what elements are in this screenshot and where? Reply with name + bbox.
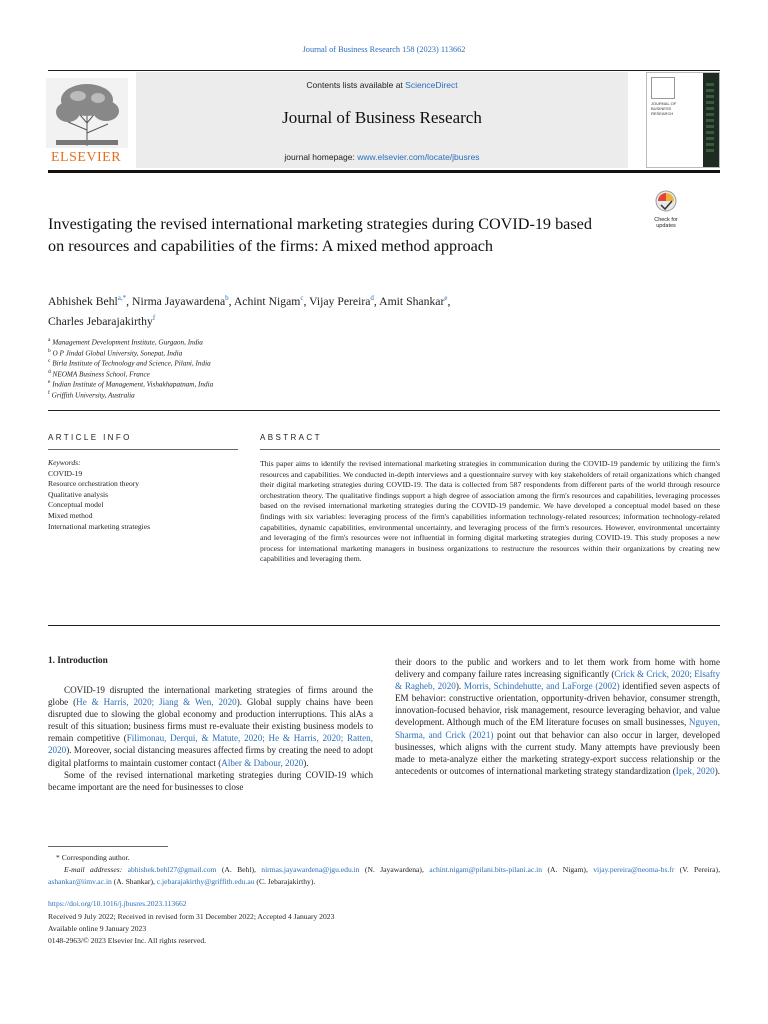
cover-title: JOURNAL OF BUSINESS RESEARCH bbox=[651, 101, 677, 116]
affiliation: $^d$ NEOMA Business School, France bbox=[48, 368, 150, 378]
corresponding-note: * Corresponding author. bbox=[56, 853, 130, 862]
author-name: Achint Nigam bbox=[233, 294, 301, 308]
received-dates: Received 9 July 2022; Received in revised form 31 December 2022; Accepted 4 January 2023 bbox=[48, 912, 335, 921]
keyword: Qualitative analysis bbox=[48, 489, 109, 499]
homepage-line: journal homepage: www.elsevier.com/locate/jbusres bbox=[284, 152, 480, 162]
abstract-bottom-rule bbox=[48, 625, 720, 626]
check-updates-icon bbox=[644, 190, 688, 212]
author-sup[interactable]: a,* bbox=[117, 294, 127, 302]
email-link[interactable]: c.jebarajakirthy@griffith.edu.au bbox=[156, 877, 255, 886]
author-sup[interactable]: c bbox=[300, 294, 304, 302]
author-name: Amit Shankar bbox=[379, 294, 445, 308]
affiliation: $^f$ Griffith University, Australia bbox=[48, 389, 135, 399]
email-addresses: E-mail addresses: abhishek.behl27@gmail.com (A. Behl), nirmas.jayawardena@jgu.edu.in (N. Jayawardena), achint.nigam@pilani.bits-pilani.ac.in (A. Nigam), vijay.pereira@neoma-bs.fr (V. Pereira), ashankar@iimv.ac.in (A. Shankar), c.jebarajakirthy@griffith.edu.au (C. Jebarajakirthy). bbox=[48, 865, 720, 886]
citation-link[interactable]: Ipek, 2020 bbox=[675, 765, 715, 776]
intro-paragraph: their doors to the public and workers and to let them work from home with home delivery and company failure rates increasing significantly (Crick & Crick, 2020; Elsafty & Ragheb, 2020). Morris, Schindehutte, and LaForge (2002) identified seven aspects of EM behavior: constructive orientation, opportunity-driven behavior, consumer strength, innovation-focused behavior, risk management, resource leveraging behavior, and value development. Although much of the EM literature focuses on small businesses, Nguyen, Sharma, and Crick (2021) point out that behavior can also occur in larger, developed businesses, which aligns with the current study. Many attempts have previously been made to meta-analyze either the marketing strategy-export success relationship or the antecedents or outcomes of international marketing strategy standardization (Ipek, 2020). bbox=[395, 657, 721, 776]
author-name: Abhishek Behl bbox=[48, 294, 118, 308]
check-updates-label: Check for updates bbox=[654, 217, 678, 229]
citation-link[interactable]: Morris, Schindehutte, and LaForge (2002) bbox=[463, 681, 620, 692]
citation-link[interactable]: Alber & Dabour, 2020 bbox=[221, 757, 304, 768]
cover-pattern bbox=[706, 83, 714, 153]
article-info-rule bbox=[48, 449, 238, 450]
author-sup[interactable]: d bbox=[370, 294, 374, 302]
keyword: Resource orchestration theory bbox=[48, 479, 140, 489]
cover-logo-box bbox=[651, 77, 675, 99]
author-list: Abhishek Behl$^{a,*}$, Nirma Jayawardena$^b$, Achint Nigam$^c$, Vijay Pereira$^d$, Amit Shankar$^e$, Charles Jebarajakirthy$^f$ bbox=[48, 294, 451, 328]
keyword: Mixed method bbox=[48, 510, 93, 520]
abstract-text: This paper aims to identify the revised international marketing strategies in communication during the COVID-19 pandemic by utilizing the firm's resources and capabilities. We conducted in-depth interviews and a questionnaire survey with key stakeholders of retail organizations which changed their digital marketing strategies during COVID-19. The data is collected from 587 respondents from different parts of the world through resource orchestration theory. The qualitative findings support a high degree of association among the firm's resources and capabilities, leveraging processes based on the revised international marketing strategies during the COVID-19 pandemic. We have developed a conceptual model based on these findings with six variables: leveraging process of the firm's capabilities information technology-related resources; information technology-related capabilities, dynamic capabilities, environmental uncertainty, and leveraging process of the firm's resources. However, environmental uncertainty and leveraging of the firm's resources were not influential in forming digital marketing strategies during COVID-19. This study proposes a new process for international marketing managers in business organizations to restructure the resources within their organizations by creating new capabilities and leveraging them. bbox=[260, 459, 720, 564]
article-title: Investigating the revised international marketing strategies during COVID-19 based on resources and capabilities of the firms: A mixed method approach bbox=[48, 215, 592, 255]
email-link[interactable]: abhishek.behl27@gmail.com bbox=[127, 865, 217, 874]
abstract-heading: ABSTRACT bbox=[260, 433, 322, 442]
homepage-link[interactable]: www.elsevier.com/locate/jbusres bbox=[357, 152, 480, 162]
keywords-block bbox=[48, 458, 238, 532]
citation-link[interactable]: Crick & Crick, 2020; Elsafty & Ragheb, 2020 bbox=[395, 669, 720, 692]
intro-paragraph: Some of the revised international marketing strategies during COVID-19 which became important are the need for businesses to close bbox=[48, 769, 373, 792]
journal-title: Journal of Business Research bbox=[282, 108, 482, 127]
keywords-label: Keywords: bbox=[48, 458, 81, 467]
citation-link[interactable]: Filimonau, Derqui, & Matute, 2020; He & Harris, 2020; Ratten, 2020 bbox=[48, 733, 373, 756]
article-info-heading: ARTICLE INFO bbox=[48, 433, 132, 442]
journal-masthead bbox=[136, 72, 628, 168]
email-link[interactable]: ashankar@iimv.ac.in bbox=[48, 877, 112, 886]
footnote-rule bbox=[48, 846, 168, 847]
author-sup[interactable]: f bbox=[152, 313, 156, 322]
affiliation: $^b$ O P Jindal Global University, Sonepat, India bbox=[48, 347, 183, 357]
sciencedirect-link[interactable]: ScienceDirect bbox=[405, 80, 458, 90]
citation-link[interactable]: He & Harris, 2020; Jiang & Wen, 2020 bbox=[76, 697, 237, 708]
citation-link[interactable]: Nguyen, Sharma, and Crick (2021) bbox=[395, 717, 720, 740]
journal-cover-image bbox=[646, 72, 720, 168]
intro-left-column bbox=[48, 684, 373, 793]
affiliation: $^e$ Indian Institute of Management, Vishakhapatnam, India bbox=[48, 379, 214, 389]
email-link[interactable]: achint.nigam@pilani.bits-pilani.ac.in bbox=[429, 865, 543, 874]
contents-line: Contents lists available at ScienceDirect bbox=[306, 80, 458, 90]
keyword: International marketing strategies bbox=[48, 521, 151, 531]
intro-right-column bbox=[395, 656, 720, 777]
author-sup[interactable]: b bbox=[225, 294, 229, 302]
affiliation: $^a$ Management Development Institute, Gurgaon, India bbox=[48, 337, 203, 347]
author-name: Charles Jebarajakirthy bbox=[48, 314, 153, 328]
keyword: COVID-19 bbox=[48, 468, 83, 478]
affiliations-rule bbox=[48, 410, 720, 411]
available-online: Available online 9 January 2023 bbox=[48, 924, 147, 933]
check-for-updates-badge[interactable] bbox=[644, 190, 688, 230]
keyword: Conceptual model bbox=[48, 500, 104, 510]
author-name: Vijay Pereira bbox=[309, 294, 371, 308]
elsevier-wordmark: ELSEVIER bbox=[50, 150, 122, 165]
author-name: Nirma Jayawardena bbox=[132, 294, 226, 308]
email-link[interactable]: vijay.pereira@neoma-bs.fr bbox=[593, 865, 675, 874]
abstract-rule bbox=[260, 449, 720, 450]
section-heading-introduction: 1. Introduction bbox=[48, 656, 108, 666]
doi-link[interactable]: https://doi.org/10.1016/j.jbusres.2023.113662 bbox=[48, 899, 187, 908]
journal-citation[interactable]: Journal of Business Research 158 (2023) 113662 bbox=[302, 45, 466, 54]
affiliation: $^c$ Birla Institute of Technology and Science, Pilani, India bbox=[48, 358, 211, 368]
intro-paragraph: COVID-19 disrupted the international marketing strategies of firms around the globe (He & Harris, 2020; Jiang & Wen, 2020). Global supply chains have been disrupted due to slowing the global economy and production interruptions. This alAs a result of this situation; business firms must re-evaluate their existing business models to remain competitive (Filimonau, Derqui, & Matute, 2020; He & Harris, 2020; Ratten, 2020). Moreover, social distancing measures affected firms by creating the need to adopt digital platforms to maintain customer contact (Alber & Dabour, 2020). bbox=[48, 685, 373, 768]
email-link[interactable]: nirmas.jayawardena@jgu.edu.in bbox=[261, 865, 360, 874]
header-rule bbox=[48, 70, 720, 71]
author-sup[interactable]: e bbox=[444, 294, 448, 302]
masthead-rule bbox=[48, 170, 720, 173]
copyright: 0148-2963/© 2023 Elsevier Inc. All rights reserved. bbox=[48, 936, 207, 945]
